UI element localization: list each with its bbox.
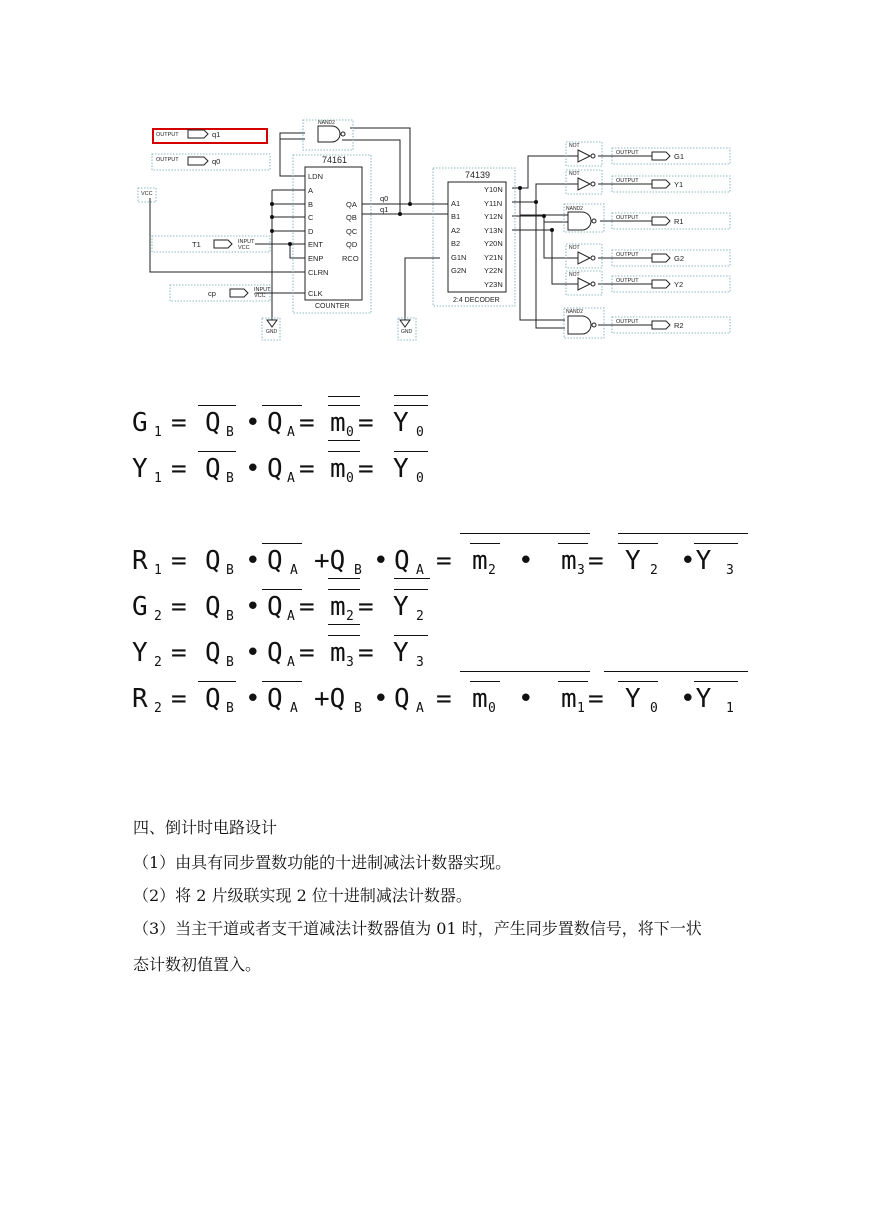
eq-term: =	[299, 638, 315, 668]
eq-term: m	[561, 546, 577, 576]
pin-tag: OUTPUT	[616, 252, 639, 258]
eq-sub: A	[287, 471, 295, 486]
decoder-pin: G1N	[451, 253, 467, 262]
eq-term: Q	[267, 638, 283, 668]
eq-sub: A	[416, 563, 424, 578]
eq-term: m	[472, 546, 488, 576]
gate-tag: NOT	[569, 272, 580, 278]
counter-pin: CLK	[308, 289, 323, 298]
eq-sub: 0	[416, 425, 424, 440]
eq-term: =	[171, 684, 187, 714]
counter-pin: LDN	[308, 172, 324, 181]
pin-name: q1	[212, 130, 221, 139]
eq-sub: A	[287, 425, 295, 440]
decoder-pin: Y21N	[484, 253, 503, 262]
eq-term: •	[245, 638, 261, 668]
pin-name: R2	[674, 321, 684, 330]
eq-term: +Q	[314, 684, 346, 714]
pin-name: q0	[212, 157, 221, 166]
eq-term: Y	[393, 592, 409, 622]
eq-term: =	[358, 638, 374, 668]
eq-sub: 2	[154, 655, 162, 670]
list-item: （2）将 2 片级联实现 2 位十进制减法计数器。	[133, 886, 472, 905]
decoder-pin: A2	[451, 226, 461, 235]
eq-term: m	[330, 592, 346, 622]
eq-term: =	[171, 408, 187, 438]
eq-sub: 2	[154, 701, 162, 716]
eq-term: Q	[205, 638, 221, 668]
eq-term: =	[588, 546, 604, 576]
eq-sub: B	[226, 471, 234, 486]
eq-sub: 3	[726, 563, 734, 578]
decoder-caption: 2:4 DECODER	[453, 297, 500, 304]
not-gate-g2	[578, 252, 590, 264]
decoder-pin: Y12N	[484, 212, 503, 221]
eq-term: •Y	[680, 684, 712, 714]
eq-term: m	[472, 684, 488, 714]
eq-term: =	[358, 408, 374, 438]
eq-sub: 2	[346, 609, 354, 624]
eq-term: •	[518, 546, 534, 576]
eq-term: R	[132, 684, 148, 714]
eq-sub: B	[354, 701, 362, 716]
counter-pin: CLRN	[308, 268, 329, 277]
eq-sub: 2	[416, 609, 424, 624]
gate-tag: NAND2	[566, 309, 583, 315]
decoder-pin: Y20N	[484, 239, 503, 248]
nand-gate-r2	[568, 316, 591, 334]
circuit-schematic	[0, 0, 869, 360]
not-gate-y2	[578, 278, 590, 290]
eq-term: Q	[267, 592, 283, 622]
eq-term: Y	[625, 546, 641, 576]
pin-tag: OUTPUT	[156, 132, 179, 138]
pin-name: G2	[674, 254, 685, 263]
eq-term: =	[171, 592, 187, 622]
eq-term: =	[358, 592, 374, 622]
eq-sub: 3	[416, 655, 424, 670]
counter-pin: RCO	[342, 254, 359, 263]
counter-caption: COUNTER	[315, 303, 350, 310]
gate-tag: NOT	[569, 143, 580, 149]
decoder-part: 74139	[465, 170, 491, 180]
eq-term: •	[373, 546, 389, 576]
eq-term: R	[132, 546, 148, 576]
eq-sub: A	[287, 609, 295, 624]
pin-tag: OUTPUT	[616, 215, 639, 221]
counter-pin: C	[308, 213, 314, 222]
eq-term: •Y	[680, 546, 712, 576]
not-gate-g1	[578, 150, 590, 162]
decoder-pin: B2	[451, 239, 461, 248]
eq-term: •	[245, 684, 261, 714]
decoder-pin: Y10N	[484, 185, 503, 194]
pin-tag: OUTPUT	[616, 319, 639, 325]
gate-tag: NAND2	[318, 120, 335, 126]
eq-term: =	[171, 546, 187, 576]
eq-sub: 0	[346, 425, 354, 440]
pin-tag: INPUT	[254, 287, 271, 293]
decoder-pin: A1	[451, 199, 461, 208]
eq-sub: 1	[154, 471, 162, 486]
decoder-pin: Y11N	[484, 199, 503, 208]
eq-term: Y	[393, 638, 409, 668]
counter-pin: B	[308, 200, 314, 209]
eq-sub: B	[226, 655, 234, 670]
pin-tag: OUTPUT	[616, 278, 639, 284]
eq-sub: A	[287, 655, 295, 670]
net-label: q0	[380, 194, 389, 203]
gnd-tag: GND	[266, 329, 278, 335]
counter-pin: QA	[346, 200, 357, 209]
eq-sub: 3	[577, 563, 585, 578]
decoder-pin: Y23N	[484, 280, 503, 289]
eq-term: •	[245, 408, 261, 438]
eq-term: m	[330, 408, 346, 438]
decoder-pin: Y13N	[484, 226, 503, 235]
eq-term: Q	[205, 546, 221, 576]
eq-sub: B	[226, 701, 234, 716]
gate-tag: NOT	[569, 171, 580, 177]
eq-sub: 0	[488, 701, 496, 716]
counter-pin: ENP	[308, 254, 324, 263]
eq-term: G	[132, 592, 148, 622]
eq-term: Y	[625, 684, 641, 714]
eq-term: =	[299, 408, 315, 438]
eq-sub: B	[226, 609, 234, 624]
eq-sub: 0	[650, 701, 658, 716]
eq-term: Q	[267, 408, 283, 438]
list-item: （1）由具有同步置数功能的十进制减法计数器实现。	[133, 853, 512, 872]
eq-sub: B	[226, 563, 234, 578]
pin-tag: OUTPUT	[616, 178, 639, 184]
eq-term: G	[132, 408, 148, 438]
eq-sub: 0	[346, 471, 354, 486]
gnd-tag: GND	[401, 329, 413, 335]
eq-term: Q	[394, 684, 410, 714]
eq-term: •	[245, 454, 261, 484]
pin-name: cp	[208, 289, 216, 298]
eq-sub: 1	[726, 701, 734, 716]
counter-pin: QC	[346, 227, 358, 236]
decoder-pin: Y22N	[484, 266, 503, 275]
pin-tag: VCC	[254, 293, 266, 299]
eq-term: =	[588, 684, 604, 714]
pin-tag: INPUT	[238, 239, 255, 245]
eq-term: Y	[393, 454, 409, 484]
pin-name: T1	[192, 240, 201, 249]
eq-term: Q	[267, 684, 283, 714]
section-heading: 四、倒计时电路设计	[133, 818, 278, 837]
eq-sub: 1	[154, 425, 162, 440]
eq-term: =	[171, 638, 187, 668]
counter-pin: ENT	[308, 240, 323, 249]
eq-sub: 3	[346, 655, 354, 670]
eq-sub: 2	[154, 609, 162, 624]
counter-pin: QB	[346, 213, 357, 222]
eq-term: m	[561, 684, 577, 714]
net-label: q1	[380, 205, 389, 214]
eq-term: +Q	[314, 546, 346, 576]
counter-pin: QD	[346, 240, 358, 249]
eq-term: Y	[393, 408, 409, 438]
eq-term: •	[373, 684, 389, 714]
eq-sub: 2	[650, 563, 658, 578]
eq-term: Q	[205, 408, 221, 438]
eq-term: Y	[132, 454, 148, 484]
pin-tag: OUTPUT	[616, 150, 639, 156]
eq-term: Q	[394, 546, 410, 576]
eq-term: =	[171, 454, 187, 484]
eq-term: m	[330, 454, 346, 484]
nand-gate-top	[318, 126, 340, 142]
eq-term: =	[299, 454, 315, 484]
eq-term: Q	[205, 592, 221, 622]
pin-name: R1	[674, 217, 684, 226]
eq-sub: 2	[488, 563, 496, 578]
pin-tag: OUTPUT	[156, 157, 179, 163]
eq-term: Q	[267, 454, 283, 484]
eq-term: =	[436, 684, 452, 714]
counter-part: 74161	[322, 155, 348, 165]
eq-sub: A	[290, 563, 298, 578]
vcc-tag: VCC	[141, 191, 153, 197]
eq-term: =	[436, 546, 452, 576]
eq-sub: A	[416, 701, 424, 716]
gate-tag: NAND2	[566, 206, 583, 212]
eq-term: Q	[267, 546, 283, 576]
decoder-pin: G2N	[451, 266, 467, 275]
eq-sub: A	[290, 701, 298, 716]
eq-term: =	[299, 592, 315, 622]
pin-tag: VCC	[238, 245, 250, 251]
not-gate-y1	[578, 178, 590, 190]
pin-name: Y1	[674, 180, 684, 189]
counter-pin: A	[308, 186, 314, 195]
pin-name: G1	[674, 152, 685, 161]
eq-term: Y	[132, 638, 148, 668]
eq-term: •	[518, 684, 534, 714]
counter-pin: D	[308, 227, 314, 236]
eq-sub: B	[226, 425, 234, 440]
eq-term: =	[358, 454, 374, 484]
eq-term: Q	[205, 684, 221, 714]
eq-sub: 1	[577, 701, 585, 716]
eq-term: •	[245, 546, 261, 576]
list-item: 态计数初值置入。	[133, 955, 262, 974]
decoder-pin: B1	[451, 212, 461, 221]
pin-name: Y2	[674, 280, 684, 289]
eq-term: •	[245, 592, 261, 622]
eq-sub: 1	[154, 563, 162, 578]
eq-term: m	[330, 638, 346, 668]
list-item: （3）当主干道或者支干道减法计数器值为 01 时，产生同步置数信号，将下一状	[133, 919, 702, 938]
eq-sub: 0	[416, 471, 424, 486]
gate-tag: NOT	[569, 245, 580, 251]
eq-term: Q	[205, 454, 221, 484]
eq-sub: B	[354, 563, 362, 578]
nand-gate-r1	[568, 212, 591, 230]
